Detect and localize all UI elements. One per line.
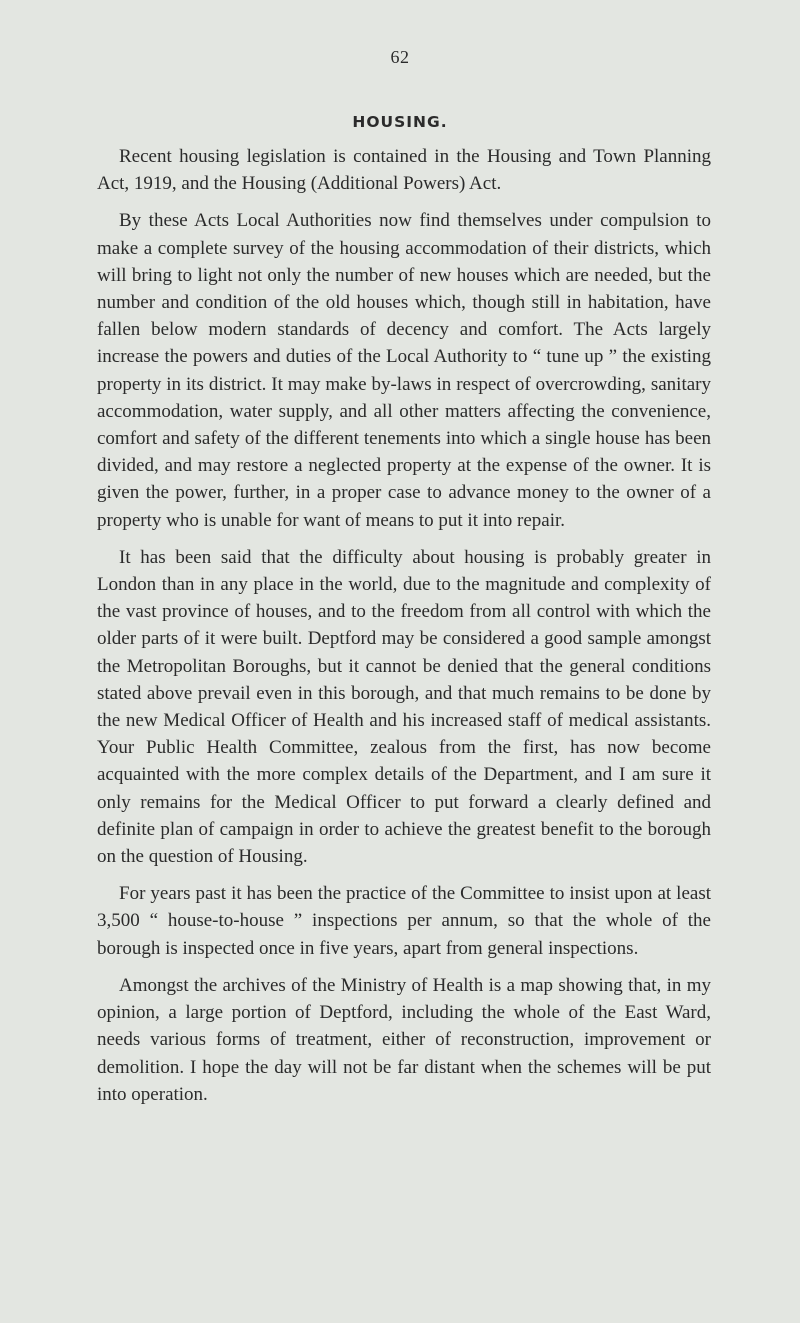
body-text	[97, 143, 711, 1118]
section-heading: HOUSING.	[352, 113, 448, 131]
paragraph-london-difficulty: It has been said that the difficulty about housing is probably greater in London than in any place in the world, due to the magnitude and complexity of the vast province of houses, and to the freedom from all control with which the older parts of it were built. Deptford may be considered a good sample amongst the Metropolitan Boroughs, but it cannot be denied that the general conditions stated above prevail even in this borough, and that much remains to be done by the new Medical Officer of Health and his increased staff of medical assistants. Your Public Health Committee, zealous from the first, has now become acquainted with the more complex details of the Department, and I am sure it only remains for the Medical Officer to put forward a clearly defined and definite plan of campaign in order to achieve the greatest benefit to the borough on the question of Housing.	[97, 546, 711, 868]
page-number: 62	[390, 47, 410, 67]
paragraph-acts-powers: By these Acts Local Authorities now find themselves under compulsion to make a complete survey of the housing accommodation of their districts, which will bring to light not only the number of new houses which are needed, but the number and condition of the old houses which, though still in habitation, have fallen below modern standards of decency and comfort. The Acts largely increase the powers and duties of the Local Authority to “ tune up ” the existing property in its district. It may make by-laws in respect of overcrowding, sanitary accommodation, water supply, and all other matters affecting the convenience, comfort and safety of the different tenements into which a single house has been divided, and may restore a neglected property at the expense of the owner. It is given the power, further, in a proper case to advance money to the owner of a property who is unable for want of means to put it into repair.	[97, 210, 711, 531]
paragraph-legislation: Recent housing legislation is contained in the Housing and Town Planning Act, 1919, and the Housing (Additional Powers) Act.	[97, 146, 711, 195]
paragraph-ministry-map: Amongst the archives of the Ministry of Health is a map showing that, in my opinion, a large portion of Deptford, including the whole of the East Ward, needs various forms of treatment, either of reconstruction, improvement or demolition. I hope the day will not be far distant when the schemes will be put into operation.	[97, 974, 711, 1105]
paragraph-inspections: For years past it has been the practice of the Committee to insist upon at least 3,500 “ house-to-house ” inspections per annum, so that the whole of the borough is inspected once in five years, apart from general inspections.	[97, 883, 711, 959]
